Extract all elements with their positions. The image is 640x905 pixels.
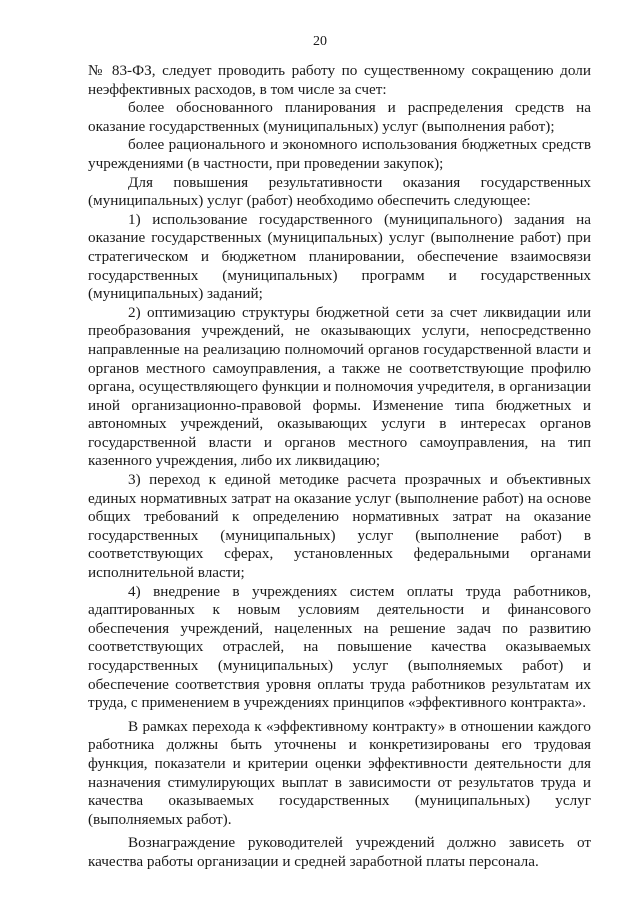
paragraph-continuation: № 83-ФЗ, следует проводить работу по существенному сокращению доли неэффективных расходов, в том числе за счет: (88, 62, 591, 98)
page-number: 20 (313, 34, 327, 49)
paragraph-effective-contract: В рамках перехода к «эффективному контракту» в отношении каждого работника должны быть уточнены и конкретизированы его трудовая функция, показатели и критерии оценки эффективности деятельности для назначения стимулирующих выплат в зависимости от результатов труда и качества оказываемых государственных (муниципальных) услуг (выполняемых работ). (88, 717, 591, 828)
list-item-2: 2) оптимизацию структуры бюджетной сети за счет ликвидации или преобразования учреждений, не оказывающих услуги, непосредственно направленные на реализацию полномочий органов государственной власти и органов местного самоуправления, а также не соответствующие профилю органа, осуществляющего функции и полномочия учредителя, в организации иной организационно-правовой формы. Изменение типа бюджетных и автономных учреждений, оказывающих услуги в интересах органов государственной власти и органов местного самоуправления, на тип казенного учреждения, либо их ликвидацию; (88, 303, 591, 470)
document-body (88, 62, 591, 872)
paragraph-planning: более обоснованного планирования и распределения средств на оказание государственных (муниципальных) услуг (выполнения работ); (88, 99, 591, 135)
paragraph-intro-list: Для повышения результативности оказания государственных (муниципальных) услуг (работ) необходимо обеспечить следующее: (88, 173, 591, 210)
paragraph-budget-use: более рационального и экономного использования бюджетных средств учреждениями (в частности, при проведении закупок); (88, 136, 591, 172)
list-item-4: 4) внедрение в учреждениях систем оплаты труда работников, адаптированных к новым условиям деятельности и финансового обеспечения учреждений, нацеленных на решение задач по развитию соответствующих отраслей, на повышение качества оказываемых государственных (муниципальных) услуг (выполняемых работ) и обеспечение соответствия уровня оплаты труда работников результатам их труда, с применением в учреждениях принципов «эффективного контракта». (88, 582, 591, 712)
list-item-3: 3) переход к единой методике расчета прозрачных и объективных единых нормативных затрат на оказание услуг (выполнение работ) на основе общих требований к определению нормативных затрат на оказание государственных (муниципальных) услуг (выполнение работ) в соответствующих сферах, установленных федеральными органами исполнительной власти; (88, 471, 591, 582)
list-item-1: 1) использование государственного (муниципального) задания на оказание государственных (муниципальных) услуг (выполнение работ) при стратегическом и бюджетном планировании, обеспечение взаимосвязи государственных (муниципальных) программ и государственных (муниципальных) заданий; (88, 210, 591, 303)
paragraph-remuneration: Вознаграждение руководителей учреждений должно зависеть от качества работы организации и средней заработной платы персонала. (88, 834, 591, 870)
